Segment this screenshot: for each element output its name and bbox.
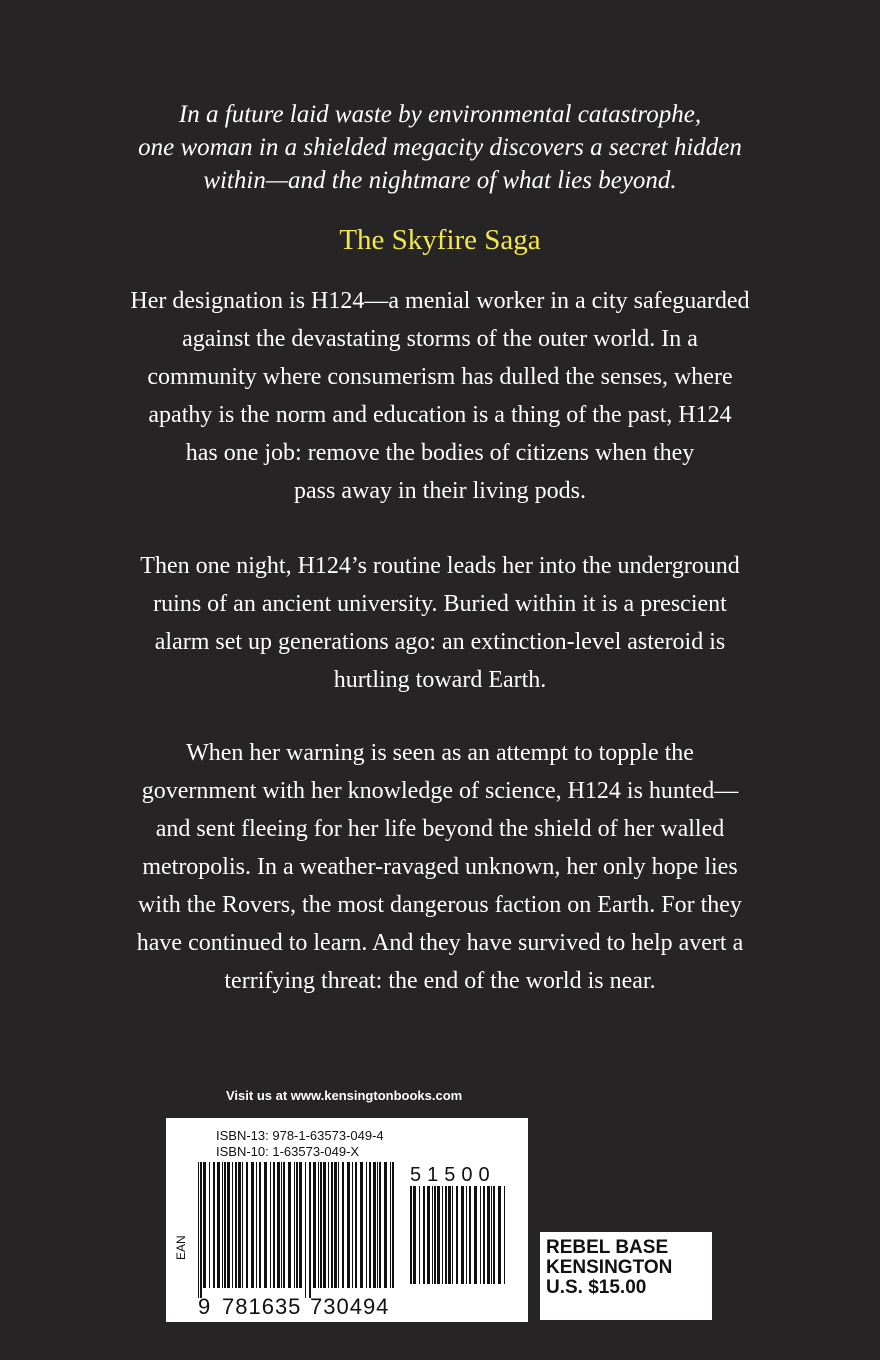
barcode-bar <box>224 1162 226 1288</box>
barcode-bar <box>217 1162 220 1288</box>
barcode-bar <box>342 1162 344 1288</box>
price-label <box>540 1232 712 1320</box>
barcode-bar <box>294 1162 295 1288</box>
barcode-bar <box>437 1186 440 1284</box>
barcode-bar <box>318 1162 319 1288</box>
paragraph-line: metropolis. In a weather-ravaged unknown, her only hope lies <box>142 854 738 880</box>
barcode-bar <box>366 1162 367 1288</box>
barcode-bar <box>270 1162 271 1288</box>
paragraph-line: government with her knowledge of science, H124 is hunted— <box>141 778 739 804</box>
barcode-bar <box>281 1162 282 1288</box>
barcode-bar <box>352 1162 353 1288</box>
paragraph-line: Then one night, H124’s routine leads her into the underground <box>140 553 740 579</box>
paragraph-line: Her designation is H124—a menial worker in a city safeguarded <box>130 288 750 314</box>
barcode-bar <box>410 1186 412 1284</box>
barcode-bar <box>242 1162 243 1288</box>
barcode-bar <box>493 1186 495 1284</box>
barcode-bar <box>504 1186 505 1284</box>
barcode-bar <box>288 1162 291 1288</box>
barcode-bar <box>392 1162 394 1288</box>
barcode-bar <box>390 1162 391 1288</box>
barcode-bar <box>277 1162 280 1288</box>
ean-label: EAN <box>174 1235 188 1260</box>
description-paragraph-2 <box>90 547 790 699</box>
barcode-bar <box>309 1162 311 1298</box>
barcode-bar <box>445 1186 447 1284</box>
barcode-bar <box>474 1186 477 1284</box>
barcode-bar <box>305 1162 306 1298</box>
barcode-bar <box>313 1162 316 1288</box>
barcode-bar <box>377 1162 378 1288</box>
barcode-bar <box>209 1162 210 1288</box>
barcode-bar <box>246 1162 248 1288</box>
barcode-bar <box>198 1162 199 1298</box>
barcode-bar <box>419 1186 420 1284</box>
barcode-bar <box>355 1162 357 1288</box>
tagline-line: within—and the nightmare of what lies beyond. <box>203 167 677 194</box>
barcode-bar <box>461 1186 464 1284</box>
barcode-bar <box>264 1162 267 1288</box>
paragraph-line: community where consumerism has dulled the senses, where <box>147 364 733 390</box>
barcode-bar <box>427 1186 430 1284</box>
barcode-bar <box>200 1162 202 1298</box>
paragraph-line: has one job: remove the bodies of citizens when they <box>185 440 695 466</box>
paragraph-line: against the devastating storms of the outer world. In a <box>182 326 698 352</box>
barcode-bar <box>491 1186 492 1284</box>
addon-digits: 51500 <box>410 1164 496 1186</box>
barcode-bar <box>480 1186 481 1284</box>
barcode-bar <box>347 1162 350 1288</box>
barcode-bar <box>256 1162 257 1288</box>
barcode-bar <box>334 1162 337 1288</box>
barcode-bar <box>235 1162 237 1288</box>
price-line: U.S. $15.00 <box>546 1277 647 1298</box>
paragraph-line: terrifying threat: the end of the world is near. <box>224 968 656 994</box>
barcode-bar <box>238 1162 241 1288</box>
imprint-line: REBEL BASE <box>546 1237 669 1258</box>
paragraph-line: with the Rovers, the most dangerous faction on Earth. For they <box>138 892 742 918</box>
barcode-bar <box>423 1186 425 1284</box>
barcode-bar <box>232 1162 233 1288</box>
barcode-bar <box>469 1186 471 1284</box>
barcode-digits-right: 730494 <box>310 1294 390 1319</box>
barcode-bar <box>384 1162 387 1288</box>
barcode-bar <box>369 1162 371 1288</box>
paragraph-line: apathy is the norm and education is a thing of the past, H124 <box>148 402 732 428</box>
barcode-bar <box>466 1186 467 1284</box>
isbn13-text: ISBN-13: 978-1-63573-049-4 <box>216 1128 384 1143</box>
barcode-bar <box>296 1162 298 1288</box>
barcode-bar <box>448 1186 451 1284</box>
tagline-line: one woman in a shielded megacity discovers a secret hidden <box>138 134 742 161</box>
barcode-bar <box>283 1162 285 1288</box>
barcode-bar <box>323 1162 326 1288</box>
barcode-bar <box>456 1186 458 1284</box>
barcode-bar <box>213 1162 215 1288</box>
barcode-bar <box>487 1186 490 1284</box>
barcode-bar <box>379 1162 381 1288</box>
barcode-bar <box>320 1162 322 1288</box>
barcode-bar <box>360 1162 363 1288</box>
barcode-digit-first: 9 <box>198 1294 212 1319</box>
barcode-bar <box>259 1162 261 1288</box>
paragraph-line: alarm set up generations ago: an extinction-level asteroid is <box>154 629 726 655</box>
barcode-bar <box>432 1186 433 1284</box>
website-link[interactable]: Visit us at www.kensingtonbooks.com <box>226 1088 463 1103</box>
barcode-bar <box>227 1162 230 1288</box>
barcode-bar <box>328 1162 329 1288</box>
barcode-bar <box>442 1186 443 1284</box>
barcode-bar <box>203 1162 206 1288</box>
barcode-bar <box>251 1162 254 1288</box>
paragraph-line: and sent fleeing for her life beyond the shield of her walled <box>155 816 725 842</box>
ean-barcode <box>196 1162 396 1298</box>
barcode-bar <box>331 1162 333 1288</box>
barcode-bar <box>273 1162 275 1288</box>
tagline <box>0 98 880 197</box>
barcode-bar <box>338 1162 339 1288</box>
barcode-bar <box>373 1162 376 1288</box>
paragraph-line: ruins of an ancient university. Buried within it is a prescient <box>153 591 727 617</box>
addon-barcode <box>408 1186 508 1294</box>
tagline-line: In a future laid waste by environmental catastrophe, <box>178 101 702 128</box>
barcode-bar <box>434 1186 436 1284</box>
paragraph-line: have continued to learn. And they have survived to help avert a <box>136 930 744 956</box>
description-paragraph-1 <box>90 282 790 510</box>
paragraph-line: pass away in their living pods. <box>294 478 586 504</box>
barcode-bar <box>222 1162 223 1288</box>
barcode-label <box>166 1118 528 1322</box>
barcode-bar <box>413 1186 416 1284</box>
barcode-bar <box>498 1186 501 1284</box>
barcode-bar <box>452 1186 453 1284</box>
paragraph-line: When her warning is seen as an attempt to topple the <box>186 740 694 766</box>
series-title: The Skyfire Saga <box>339 224 541 256</box>
publisher-line: KENSINGTON <box>546 1257 673 1278</box>
barcode-digits-left: 781635 <box>222 1294 302 1319</box>
paragraph-line: hurtling toward Earth. <box>333 667 547 693</box>
description-paragraph-3 <box>90 734 790 1000</box>
barcode-bar <box>483 1186 485 1284</box>
barcode-bar <box>299 1162 302 1288</box>
isbn10-text: ISBN-10: 1-63573-049-X <box>216 1144 360 1159</box>
